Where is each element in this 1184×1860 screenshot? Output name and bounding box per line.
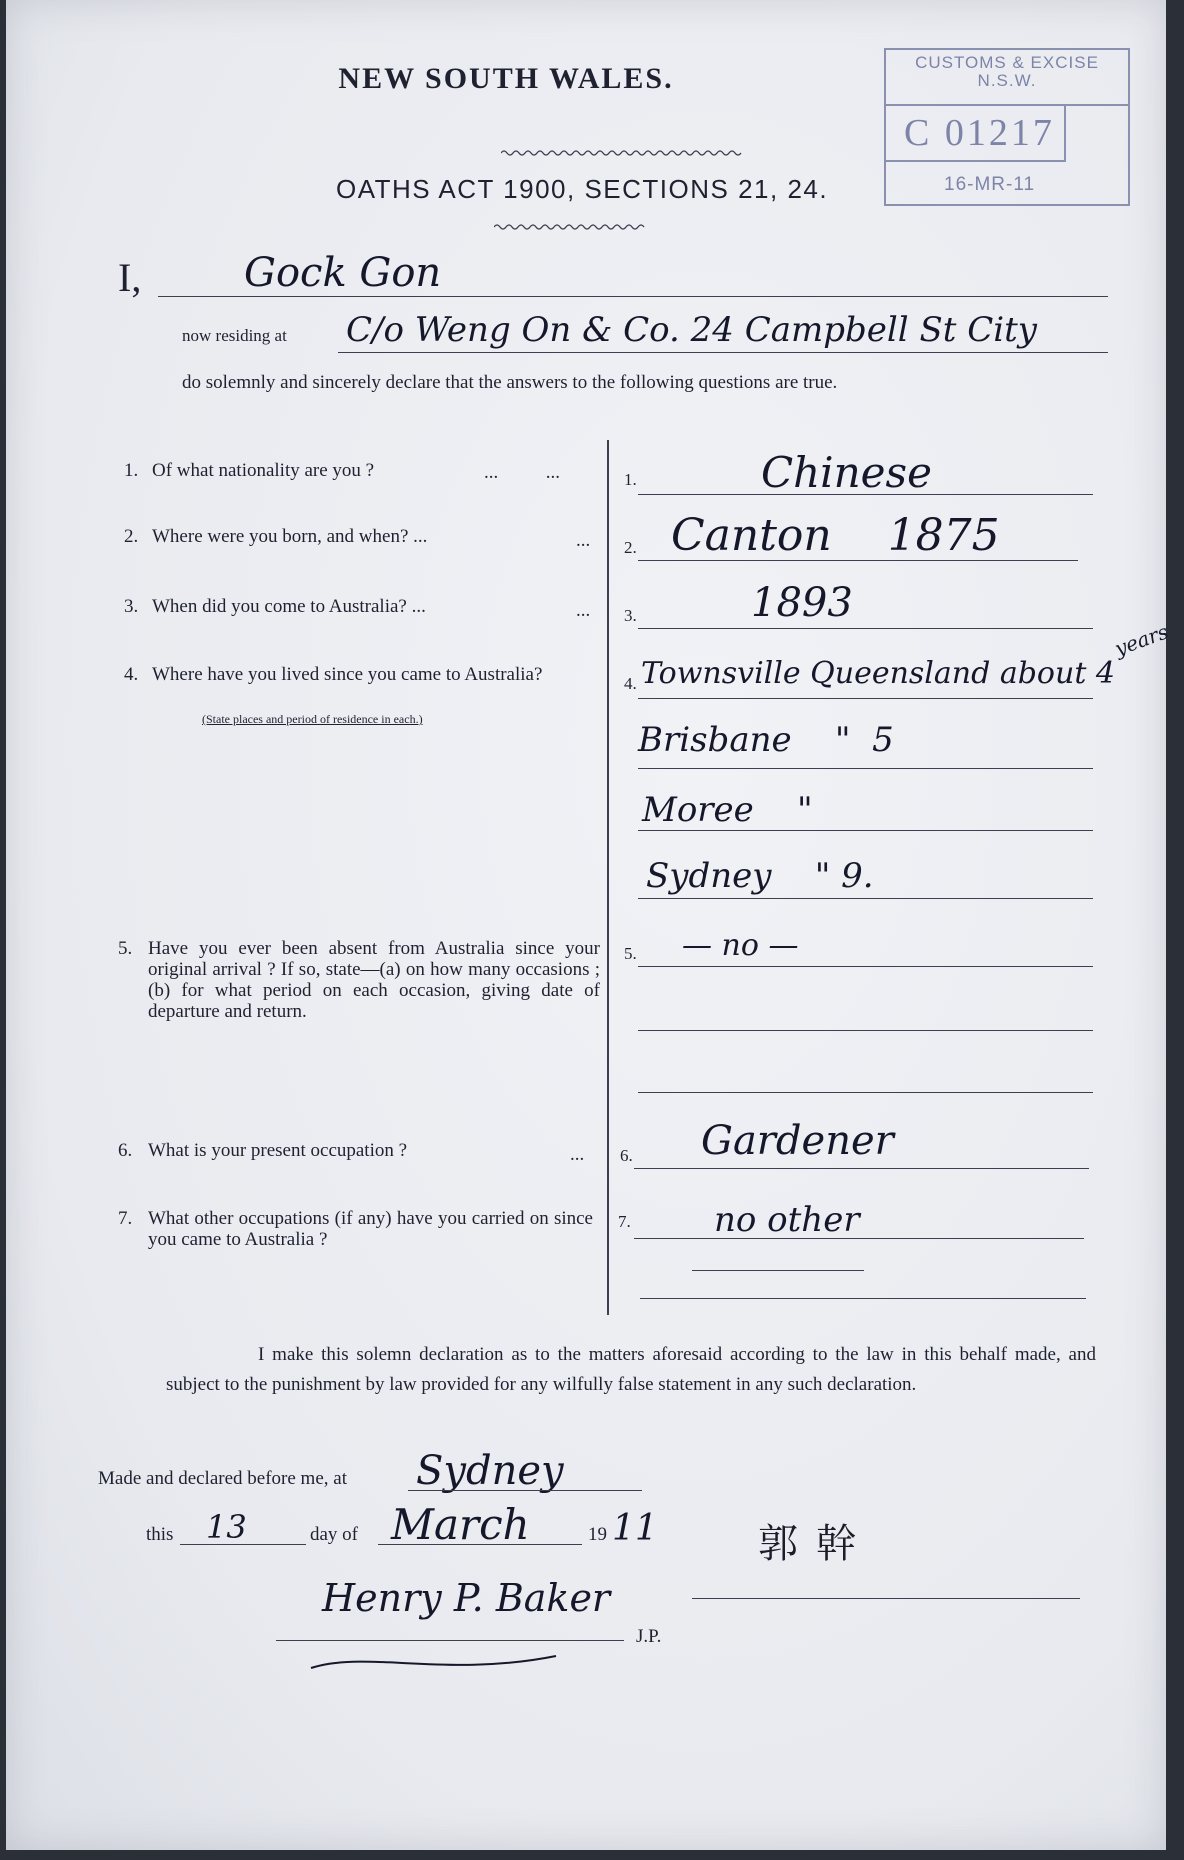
declarant-prefix: I, bbox=[118, 255, 142, 300]
answer-3-line bbox=[638, 628, 1093, 629]
jp-label: J.P. bbox=[636, 1626, 662, 1647]
customs-stamp bbox=[884, 48, 1130, 206]
declarant-address: C/o Weng On & Co. 24 Campbell St City bbox=[346, 310, 1037, 350]
question-1-text: Of what nationality are you ? bbox=[152, 460, 375, 481]
answer-5-line2 bbox=[638, 1030, 1093, 1031]
declare-statement: do solemnly and sincerely declare that the answers to the following questions are true. bbox=[182, 372, 838, 393]
form-title: NEW SOUTH WALES. bbox=[338, 62, 674, 95]
answer-7-line2 bbox=[640, 1298, 1086, 1299]
question-2-dots: ... bbox=[576, 530, 591, 551]
title-wavy-rule bbox=[501, 148, 746, 158]
stamp-line1: CUSTOMS & EXCISE bbox=[915, 53, 1099, 72]
declarant-name: Gock Gon bbox=[244, 250, 442, 296]
subtitle-wavy-rule bbox=[494, 222, 649, 232]
jp-signature-line bbox=[276, 1640, 624, 1641]
answer-7-line bbox=[634, 1238, 1084, 1239]
year-prefix: 19 bbox=[588, 1524, 607, 1545]
signature-line bbox=[692, 1598, 1080, 1599]
answer-6-line bbox=[634, 1168, 1089, 1169]
question-6-text: What is your present occupation ? bbox=[148, 1140, 408, 1161]
jp-signature: Henry P. Baker bbox=[322, 1576, 611, 1620]
column-divider bbox=[607, 440, 609, 1315]
month-line bbox=[378, 1544, 582, 1545]
answer-4-line2-rule bbox=[638, 768, 1093, 769]
question-2-text: Where were you born, and when? ... bbox=[152, 526, 428, 547]
answer-2: Canton 1875 bbox=[671, 510, 1000, 561]
answer-4-extra: years bbox=[1111, 619, 1172, 661]
stamp-line2: N.S.W. bbox=[977, 71, 1037, 90]
question-4-text: Where have you lived since you came to Australia? bbox=[152, 664, 543, 685]
question-5-number: 5. bbox=[118, 938, 133, 959]
year-suffix: 11 bbox=[612, 1508, 658, 1549]
day-line bbox=[180, 1544, 306, 1545]
chinese-signature: 郭幹 bbox=[758, 1521, 874, 1567]
declaration-place: Sydney bbox=[416, 1448, 564, 1494]
answer-1-number: 1. bbox=[624, 470, 637, 489]
jp-signature-flourish bbox=[306, 1648, 566, 1676]
answer-5-line1 bbox=[638, 966, 1093, 967]
stamp-number: C 01217 bbox=[886, 106, 1066, 162]
answer-4-line1-rule bbox=[638, 698, 1093, 699]
declaration-text: I make this solemn declaration as to the matters aforesaid according to the law in this behalf made, and subject to the punishment by law provided for any wilfully false statement in any such declaration. bbox=[166, 1344, 1096, 1395]
declaration-day: 13 bbox=[206, 1508, 247, 1546]
address-line bbox=[338, 352, 1108, 353]
declaration-month: March bbox=[391, 1500, 530, 1549]
question-7-text: What other occupations (if any) have you carried on since you came to Australia ? bbox=[148, 1208, 593, 1250]
answer-4-line1: Townsville Queensland about 4 bbox=[641, 656, 1115, 691]
answer-1: Chinese bbox=[761, 448, 932, 497]
question-6-number: 6. bbox=[118, 1140, 133, 1161]
answer-4-line3-rule bbox=[638, 830, 1093, 831]
question-4-note: (State places and period of residence in each.) bbox=[202, 712, 423, 726]
question-1-number: 1. bbox=[124, 460, 139, 481]
question-3-number: 3. bbox=[124, 596, 139, 617]
answer-2-line bbox=[638, 560, 1078, 561]
day-of-label: day of bbox=[310, 1524, 359, 1545]
answer-1-line bbox=[638, 494, 1093, 495]
answer-6-number: 6. bbox=[620, 1146, 633, 1165]
made-declared-label: Made and declared before me, at bbox=[98, 1468, 347, 1489]
answer-4-line2: Brisbane " 5 bbox=[638, 720, 894, 760]
answer-4-number: 4. bbox=[624, 674, 637, 693]
answer-7: no other bbox=[714, 1200, 860, 1240]
answer-5-line3 bbox=[638, 1092, 1093, 1093]
answer-4-line3: Moree " bbox=[642, 790, 813, 830]
question-7-number: 7. bbox=[118, 1208, 133, 1229]
answer-2-number: 2. bbox=[624, 538, 637, 557]
question-3-text: When did you come to Australia? ... bbox=[152, 596, 426, 617]
stamp-date: 16-MR-11 bbox=[944, 174, 1036, 195]
question-5-text: Have you ever been absent from Australia since your original arrival ? If so, state—(a) on how many occasions ; (b) for what period on each occasion, giving date of departure and return. bbox=[148, 938, 600, 1022]
form-subtitle: OATHS ACT 1900, SECTIONS 21, 24. bbox=[336, 174, 829, 204]
answer-7-number: 7. bbox=[618, 1212, 631, 1231]
name-line bbox=[158, 296, 1108, 297]
answer-7-flourish bbox=[692, 1270, 864, 1271]
this-label: this bbox=[146, 1524, 174, 1545]
form-sheet bbox=[6, 0, 1172, 1850]
place-line bbox=[408, 1490, 642, 1491]
answer-6: Gardener bbox=[701, 1118, 894, 1164]
answer-4-line4-rule bbox=[638, 898, 1093, 899]
question-2-number: 2. bbox=[124, 526, 139, 547]
answer-3-number: 3. bbox=[624, 606, 637, 625]
answer-5-number: 5. bbox=[624, 944, 637, 963]
answer-5: — no — bbox=[682, 928, 799, 963]
answer-4-line4: Sydney " 9. bbox=[646, 856, 874, 896]
question-1-dots: ... ... bbox=[484, 462, 560, 483]
question-4-number: 4. bbox=[124, 664, 139, 685]
question-3-dots: ... bbox=[576, 600, 591, 621]
residing-label: now residing at bbox=[182, 326, 287, 345]
question-6-dots: ... bbox=[570, 1144, 585, 1165]
answer-3: 1893 bbox=[751, 580, 853, 626]
